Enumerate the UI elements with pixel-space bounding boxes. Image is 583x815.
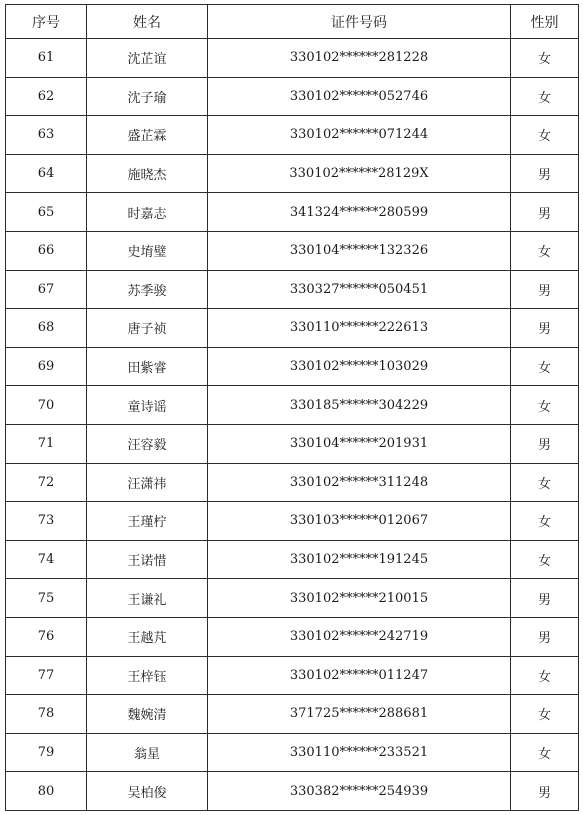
cell-name: 王梓钰: [87, 656, 208, 695]
cell-gender: 女: [511, 502, 579, 541]
cell-gender: 女: [511, 231, 579, 270]
cell-index: 62: [6, 77, 87, 116]
table-row: [6, 309, 579, 348]
table-row: [6, 424, 579, 463]
cell-gender: 女: [511, 386, 579, 425]
cell-id-number: 330327******050451: [208, 270, 511, 309]
cell-gender: 男: [511, 772, 579, 811]
cell-index: 73: [6, 502, 87, 541]
cell-name: 童诗谣: [87, 386, 208, 425]
cell-name: 盛芷霖: [87, 116, 208, 155]
cell-name: 汪容毅: [87, 424, 208, 463]
cell-name: 唐子祯: [87, 309, 208, 348]
cell-gender: 男: [511, 193, 579, 232]
cell-gender: 男: [511, 270, 579, 309]
cell-gender: 女: [511, 39, 579, 78]
table-row: [6, 695, 579, 734]
cell-index: 65: [6, 193, 87, 232]
cell-index: 69: [6, 347, 87, 386]
table-row: [6, 772, 579, 811]
cell-id-number: 330102******071244: [208, 116, 511, 155]
cell-index: 64: [6, 154, 87, 193]
cell-index: 74: [6, 540, 87, 579]
cell-id-number: 330102******311248: [208, 463, 511, 502]
cell-index: 61: [6, 39, 87, 78]
cell-index: 80: [6, 772, 87, 811]
cell-index: 78: [6, 695, 87, 734]
cell-name: 施晓杰: [87, 154, 208, 193]
cell-name: 田紫睿: [87, 347, 208, 386]
header-index: 序号: [6, 5, 87, 39]
cell-index: 71: [6, 424, 87, 463]
cell-gender: 男: [511, 154, 579, 193]
cell-id-number: 330185******304229: [208, 386, 511, 425]
header-name: 姓名: [87, 5, 208, 39]
cell-id-number: 330104******132326: [208, 231, 511, 270]
table-row: [6, 656, 579, 695]
cell-gender: 男: [511, 617, 579, 656]
cell-gender: 男: [511, 424, 579, 463]
cell-id-number: 330102******011247: [208, 656, 511, 695]
roster-body: [6, 39, 579, 811]
cell-index: 79: [6, 733, 87, 772]
table-row: [6, 116, 579, 155]
table-row: [6, 540, 579, 579]
table-row: [6, 77, 579, 116]
table-row: [6, 502, 579, 541]
cell-id-number: 330102******103029: [208, 347, 511, 386]
cell-index: 67: [6, 270, 87, 309]
cell-index: 72: [6, 463, 87, 502]
cell-id-number: 330102******28129X: [208, 154, 511, 193]
cell-gender: 女: [511, 695, 579, 734]
cell-id-number: 330103******012067: [208, 502, 511, 541]
cell-gender: 女: [511, 116, 579, 155]
table-row: [6, 347, 579, 386]
cell-id-number: 330110******222613: [208, 309, 511, 348]
cell-gender: 女: [511, 463, 579, 502]
cell-gender: 男: [511, 309, 579, 348]
cell-id-number: 330102******191245: [208, 540, 511, 579]
table-row: [6, 39, 579, 78]
table-row: [6, 617, 579, 656]
cell-name: 王谦礼: [87, 579, 208, 618]
table-row: [6, 270, 579, 309]
cell-id-number: 330102******052746: [208, 77, 511, 116]
cell-index: 70: [6, 386, 87, 425]
cell-index: 77: [6, 656, 87, 695]
cell-gender: 女: [511, 347, 579, 386]
cell-name: 汪潇祎: [87, 463, 208, 502]
cell-name: 王诺惜: [87, 540, 208, 579]
cell-id-number: 330102******242719: [208, 617, 511, 656]
header-row: [6, 5, 579, 39]
cell-name: 王越芃: [87, 617, 208, 656]
cell-gender: 女: [511, 540, 579, 579]
cell-id-number: 330102******281228: [208, 39, 511, 78]
cell-id-number: 371725******288681: [208, 695, 511, 734]
cell-index: 76: [6, 617, 87, 656]
cell-id-number: 341324******280599: [208, 193, 511, 232]
cell-name: 魏婉清: [87, 695, 208, 734]
cell-name: 王瑾柠: [87, 502, 208, 541]
cell-id-number: 330382******254939: [208, 772, 511, 811]
cell-index: 66: [6, 231, 87, 270]
table-row: [6, 193, 579, 232]
cell-name: 沈芷谊: [87, 39, 208, 78]
cell-id-number: 330102******210015: [208, 579, 511, 618]
cell-gender: 女: [511, 733, 579, 772]
table-row: [6, 154, 579, 193]
table-row: [6, 231, 579, 270]
cell-name: 沈子瑜: [87, 77, 208, 116]
cell-name: 史堉璧: [87, 231, 208, 270]
cell-gender: 男: [511, 579, 579, 618]
cell-name: 翁星: [87, 733, 208, 772]
table-row: [6, 463, 579, 502]
cell-name: 吴柏俊: [87, 772, 208, 811]
table-row: [6, 386, 579, 425]
cell-name: 苏季骏: [87, 270, 208, 309]
cell-id-number: 330110******233521: [208, 733, 511, 772]
cell-index: 68: [6, 309, 87, 348]
cell-index: 63: [6, 116, 87, 155]
cell-gender: 女: [511, 77, 579, 116]
table-row: [6, 579, 579, 618]
cell-gender: 女: [511, 656, 579, 695]
cell-index: 75: [6, 579, 87, 618]
roster-table: [5, 4, 579, 811]
cell-id-number: 330104******201931: [208, 424, 511, 463]
header-gender: 性别: [511, 5, 579, 39]
header-id-number: 证件号码: [208, 5, 511, 39]
table-row: [6, 733, 579, 772]
cell-name: 时嘉志: [87, 193, 208, 232]
